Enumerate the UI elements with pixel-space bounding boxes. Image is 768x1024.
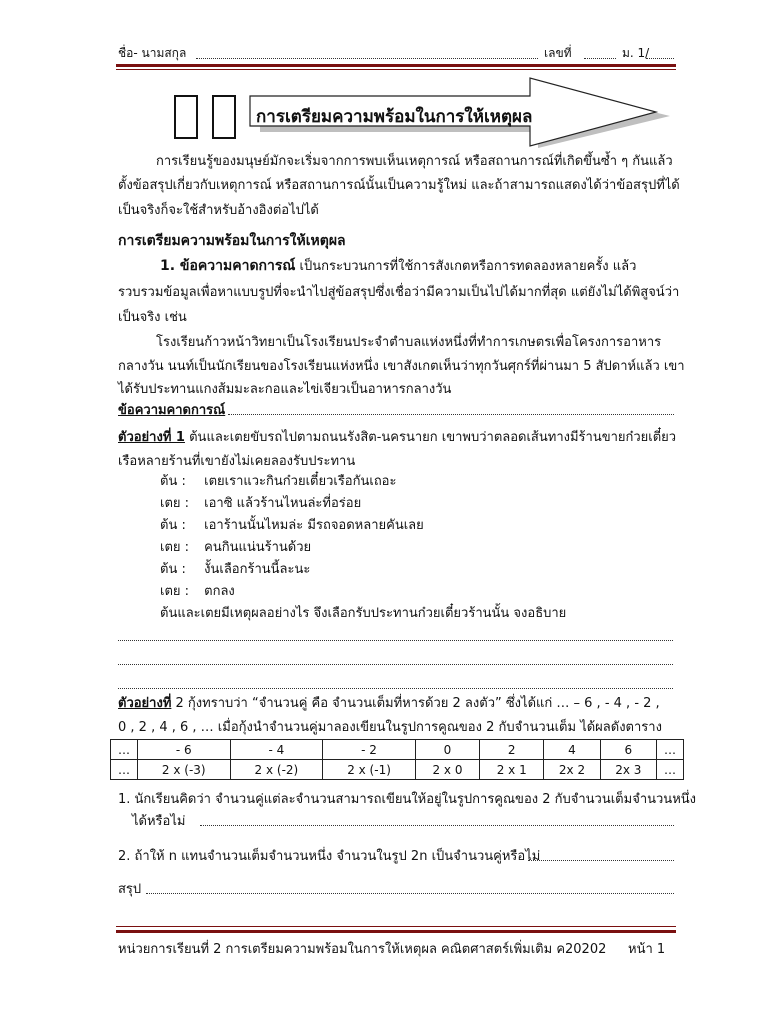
table-cell: - 6 (137, 740, 230, 760)
table-cell: - 2 (323, 740, 416, 760)
section-heading: การเตรียมความพร้อมในการให้เหตุผล (118, 233, 346, 249)
conjecture-answer-label: ข้อความคาดการณ์ (118, 403, 226, 418)
example1-question: ต้นและเตยมีเหตุผลอย่างไร จึงเลือกรับประทานก๋วยเตี๋ยวร้านนั้น จงอธิบาย (160, 606, 567, 621)
table-cell: - 4 (230, 740, 323, 760)
number-field[interactable] (584, 58, 616, 59)
class-label: ม. 1/ (622, 46, 650, 60)
conjecture-definition-line-3: เป็นจริง เช่น (118, 310, 187, 325)
banner-box-1 (174, 95, 198, 139)
dialog-text: เอาซิ แล้วร้านไหนล่ะที่อร่อย (204, 496, 362, 511)
dialog-text: คนกินแน่นร้านด้วย (204, 540, 312, 555)
multiplication-table (110, 739, 684, 780)
question-1-line-2: ได้หรือไม่ (132, 814, 186, 829)
table-cell: 0 (415, 740, 479, 760)
table-cell: 2 x 0 (415, 760, 479, 780)
intro-line-3: เป็นจริงก็จะใช้สำหรับอ้างอิงต่อไปได้ (118, 203, 319, 218)
dialog-speaker: ต้น : (160, 474, 186, 489)
table-cell: 2 (480, 740, 544, 760)
story-line-1: โรงเรียนก้าวหน้าวิทยาเป็นโรงเรียนประจำตำบลแห่งหนึ่งที่ทำการเกษตรเพื่อโครงการอาหาร (156, 335, 662, 350)
question-2: 2. ถ้าให้ n แทนจำนวนเต็มจำนวนหนึ่ง จำนวนในรูป 2n เป็นจำนวนคู่หรือไม่ (118, 849, 541, 864)
question-2-answer-field[interactable] (528, 860, 674, 861)
number-label: เลขที่ (544, 46, 572, 60)
student-info-line (118, 46, 674, 62)
banner-title: การเตรียมความพร้อมในการให้เหตุผล (256, 107, 533, 127)
example2-line-1 (118, 696, 660, 712)
example2-line-2: 0 , 2 , 4 , 6 , … เมื่อกุ้งนำจำนวนคู่มาลองเขียนในรูปการคูณของ 2 กับจำนวนเต็ม ได้ผลดังตาราง (118, 720, 662, 735)
example2-text-1: 2 กุ้งทราบว่า “จำนวนคู่ คือ จำนวนเต็มที่หารด้วย 2 ลงตัว” ซึ่งได้แก่ … – 6 , - 4 , - 2 , (171, 696, 660, 711)
question-1-answer-field[interactable] (200, 825, 674, 826)
table-cell: 6 (600, 740, 656, 760)
conjecture-text-1: เป็นกระบวนการที่ใช้การสังเกตหรือการทดลองหลายครั้ง แล้ว (299, 259, 637, 274)
table-row (111, 760, 684, 780)
conjecture-definition-line-2: รวบรวมข้อมูลเพื่อหาแบบรูปที่จะนำไปสู่ข้อสรุปซึ่งเชื่อว่ามีความเป็นไปได้มากที่สุด แต่ยังไม่ได้พิสูจน์ว่า (118, 285, 680, 300)
example1-text-1: ต้นและเตยขับรถไปตามถนนรังสิต-นครนายก เขาพบว่าตลอดเส้นทางมีร้านขายก๋วยเตี๋ยว (189, 430, 677, 445)
dialog-speaker: ต้น : (160, 562, 186, 577)
story-line-3: ได้รับประทานแกงส้มมะละกอและไข่เจียวเป็นอาหารกลางวัน (118, 382, 452, 397)
intro-line-1: การเรียนรู้ของมนุษย์มักจะเริ่มจากการพบเห็นเหตุการณ์ หรือสถานการณ์ที่เกิดขึ้นซ้ำ ๆ กันแล้ว (156, 154, 673, 169)
table-cell: … (111, 760, 138, 780)
table-cell: 2x 2 (544, 760, 600, 780)
dialog-speaker: เตย : (160, 584, 190, 599)
table-cell: 2 x (-1) (323, 760, 416, 780)
question-1-line-1: 1. นักเรียนคิดว่า จำนวนคู่แต่ละจำนวนสามารถเขียนให้อยู่ในรูปการคูณของ 2 กับจำนวนเต็มจำนวนหนึ่ง (118, 792, 696, 807)
page-number: หน้า 1 (628, 942, 666, 957)
table-cell: … (657, 740, 684, 760)
summary-label: สรุป (118, 882, 142, 897)
header-rule (116, 64, 676, 67)
conjecture-answer-field[interactable] (228, 414, 674, 415)
dialog-text: งั้นเลือกร้านนี้ละนะ (204, 562, 311, 577)
class-field[interactable] (646, 58, 674, 59)
story-line-2: กลางวัน นนท์เป็นนักเรียนของโรงเรียนแห่งหนึ่ง เขาสังเกตเห็นว่าทุกวันศุกร์ที่ผ่านมา 5 สัปดาห์แล้ว เขา (118, 359, 685, 374)
table-cell: 2x 3 (600, 760, 656, 780)
banner-box-2 (212, 95, 236, 139)
dialog-row (160, 518, 424, 534)
example1-line-1 (118, 430, 676, 446)
table-cell: 4 (544, 740, 600, 760)
dialog-row (160, 584, 235, 600)
name-field[interactable] (196, 58, 538, 59)
example2-label: ตัวอย่างที่ (118, 696, 172, 711)
dialog-text: เตยเราแวะกินก๋วยเตี๋ยวเรือกันเถอะ (204, 474, 397, 489)
header-rule-thin (116, 69, 676, 70)
conjecture-definition-line-1 (160, 258, 636, 275)
dialog-row (160, 540, 311, 556)
table-cell: 2 x (-3) (137, 760, 230, 780)
example1-label: ตัวอย่างที่ 1 (118, 430, 185, 445)
dialog-text: เอาร้านนั้นไหมล่ะ มีรถจอดหลายคันเลย (204, 518, 424, 533)
footer-text: หน่วยการเรียนที่ 2 การเตรียมความพร้อมในการให้เหตุผล คณิตศาสตร์เพิ่มเติม ค20202 (118, 942, 607, 957)
footer-rule-thin (116, 926, 676, 927)
answer-line[interactable] (118, 664, 673, 665)
table-cell: … (111, 740, 138, 760)
answer-line[interactable] (118, 688, 673, 689)
dialog-row (160, 496, 361, 512)
answer-line[interactable] (118, 640, 673, 641)
table-cell: 2 x (-2) (230, 760, 323, 780)
dialog-text: ตกลง (204, 584, 235, 599)
example1-line-2: เรือหลายร้านที่เขายังไม่เคยลองรับประทาน (118, 454, 356, 469)
intro-line-2: ตั้งข้อสรุปเกี่ยวกับเหตุการณ์ หรือสถานการณ์นั้นเป็นความรู้ใหม่ และถ้าสามารถแสดงได้ว่าข้อสรุปที่ได้ (118, 178, 680, 193)
summary-answer-field[interactable] (146, 893, 674, 894)
footer-rule (116, 930, 676, 933)
name-label: ชื่อ- นามสกุล (118, 46, 187, 60)
dialog-speaker: ต้น : (160, 518, 186, 533)
dialog-row (160, 474, 396, 490)
dialog-row (160, 562, 310, 578)
table-row (111, 740, 684, 760)
table-cell: … (657, 760, 684, 780)
conjecture-heading: 1. ข้อความคาดการณ์ (160, 258, 296, 274)
dialog-speaker: เตย : (160, 496, 190, 511)
table-cell: 2 x 1 (480, 760, 544, 780)
dialog-speaker: เตย : (160, 540, 190, 555)
